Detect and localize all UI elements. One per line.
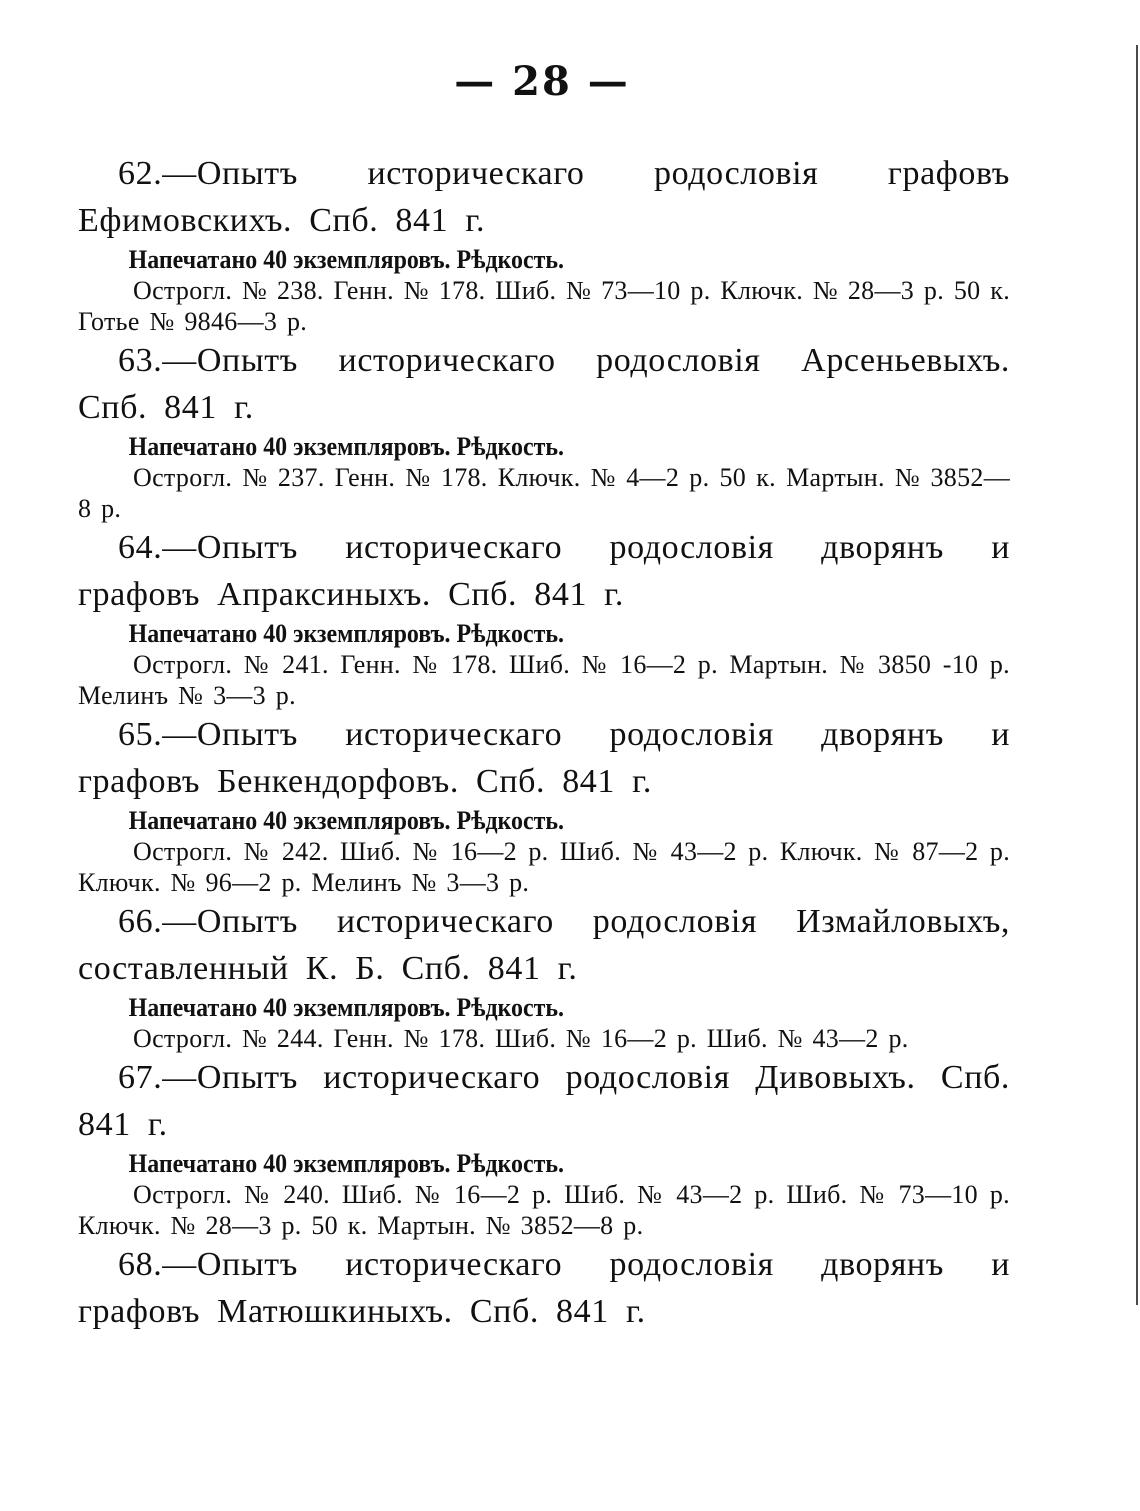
entry-references: Острогл. № 241. Генн. № 178. Шиб. № 16—2 р. Мартын. № 3850 -10 р. Мелинъ № 3—3 р. [78, 650, 1010, 710]
entry-title: 63.—Опытъ историческаго родословія Арсеньевыхъ. Спб. 841 г. [78, 342, 1010, 426]
entry-title: 66.—Опытъ историческаго родословія Измайловыхъ, составленный К. Б. Спб. 841 г. [78, 903, 1010, 987]
entry-title: 68.—Опытъ историческаго родословія дворянъ и графовъ Матюшкиныхъ. Спб. 841 г. [78, 1246, 1010, 1330]
entry-title: 67.—Опытъ историческаго родословія Дивовыхъ. Спб. 841 г. [78, 1059, 1010, 1143]
entry-title: 64.—Опытъ историческаго родословія дворянъ и графовъ Апраксиныхъ. Спб. 841 г. [78, 529, 1010, 613]
entry-print-note: Напечатано 40 экземпляровъ. Рѣдкость. [128, 806, 564, 835]
entry-references: Острогл. № 238. Генн. № 178. Шиб. № 73—10 р. Ключк. № 28—3 р. 50 к. Готье № 9846—3 р. [78, 276, 1010, 336]
entry-references: Острогл. № 244. Генн. № 178. Шиб. № 16—2 р. Шиб. № 43—2 р. [133, 1024, 909, 1053]
bibliography-entries [78, 150, 1010, 1335]
entry-65 [78, 711, 1010, 898]
entry-title: 62.—Опытъ историческаго родословія графовъ Ефимовскихъ. Спб. 841 г. [78, 155, 1010, 239]
entry-print-note: Напечатано 40 экземпляровъ. Рѣдкость. [128, 619, 564, 648]
entry-references: Острогл. № 242. Шиб. № 16—2 р. Шиб. № 43—2 р. Ключк. № 87—2 р. Ключк. № 96—2 р. Мелинъ № 3—3 р. [78, 837, 1010, 897]
entry-print-note: Напечатано 40 экземпляровъ. Рѣдкость. [128, 1149, 564, 1178]
entry-68 [78, 1241, 1010, 1335]
entry-print-note: Напечатано 40 экземпляровъ. Рѣдкость. [128, 432, 564, 461]
entry-63 [78, 337, 1010, 524]
entry-title: 65.—Опытъ историческаго родословія дворянъ и графовъ Бенкендорфовъ. Спб. 841 г. [78, 716, 1010, 800]
entry-67 [78, 1054, 1010, 1241]
entry-print-note: Напечатано 40 экземпляровъ. Рѣдкость. [128, 993, 564, 1022]
page-number: — 28 — [454, 58, 630, 105]
entry-64 [78, 524, 1010, 711]
entry-print-note: Напечатано 40 экземпляровъ. Рѣдкость. [128, 245, 564, 274]
entry-62 [78, 150, 1010, 337]
page-edge-line [1136, 45, 1138, 1305]
entry-references: Острогл. № 237. Генн. № 178. Ключк. № 4—2 р. 50 к. Мартын. № 3852—8 р. [78, 463, 1010, 523]
entry-66 [78, 898, 1010, 1054]
entry-references: Острогл. № 240. Шиб. № 16—2 р. Шиб. № 43—2 р. Шиб. № 73—10 р. Ключк. № 28—3 р. 50 к. Мартын. № 3852—8 р. [78, 1180, 1010, 1240]
